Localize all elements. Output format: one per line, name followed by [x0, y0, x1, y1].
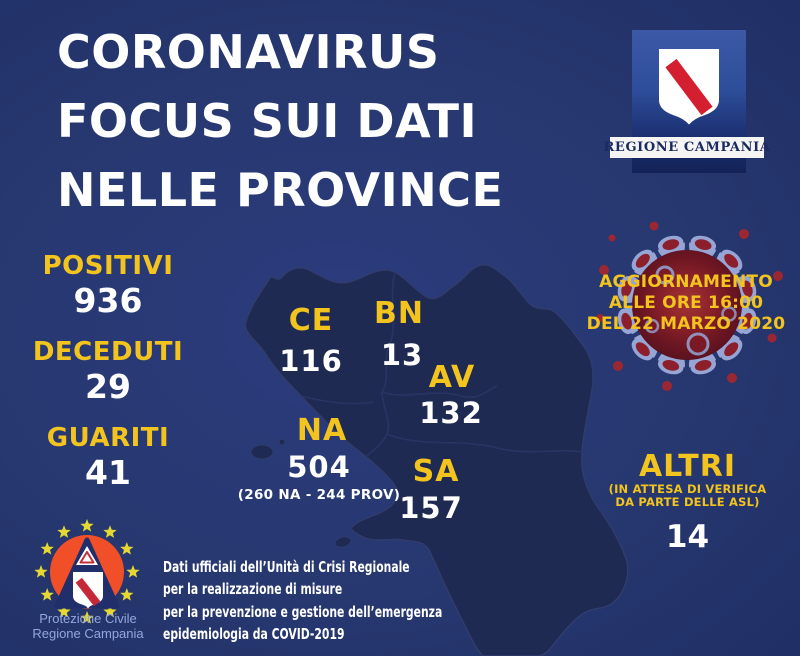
update-info: [572, 272, 800, 335]
stat-label-guariti: GUARITI: [46, 423, 170, 453]
altri-value: 14: [665, 519, 710, 555]
province-value-sa: 157: [399, 491, 463, 525]
province-code-bn: BN: [374, 296, 424, 331]
summary-stats: [18, 250, 198, 508]
province-detail-na: (260 NA - 244 PROV): [237, 487, 401, 503]
title-line-2: FOCUS SUI DATI: [57, 94, 478, 148]
province-value-av: 132: [419, 396, 483, 430]
province-code-av: AV: [428, 360, 476, 395]
title-line-3: NELLE PROVINCE: [57, 163, 504, 217]
regione-campania-banner-text: REGIONE CAMPANIA: [603, 140, 771, 155]
province-value-bn: 13: [380, 338, 424, 372]
altri-block: [590, 450, 785, 554]
province-code-na: NA: [296, 413, 348, 448]
update-line-3: DEL 22 MARZO 2020: [586, 314, 786, 334]
altri-label: ALTRI: [638, 449, 737, 484]
title-line-1: CORONAVIRUS: [57, 25, 440, 79]
province-code-ce: CE: [288, 303, 334, 338]
update-line-2: ALLE ORE 16:00: [608, 293, 764, 313]
altri-note-line-1: (IN ATTESA DI VERIFICA: [608, 482, 767, 496]
province-value-ce: 116: [279, 344, 343, 378]
pc-logo-caption: [25, 612, 151, 641]
stat-label-positivi: POSITIVI: [42, 251, 174, 281]
island-procida: [279, 439, 285, 445]
island-ischia: [251, 445, 273, 459]
footer-disclaimer: [163, 556, 465, 646]
update-line-1: AGGIORNAMENTO: [599, 272, 773, 292]
altri-note-line-2: DA PARTE DELLE ASL): [615, 494, 760, 509]
pc-caption-line-2: Regione Campania: [32, 625, 144, 641]
campania-shield-icon: [658, 48, 720, 126]
province-value-na: 504: [287, 450, 351, 484]
stat-value-deceduti: 29: [85, 367, 131, 406]
disclaimer-line-4: epidemiologia da COVID-2019: [163, 625, 345, 644]
regione-campania-banner: [603, 137, 771, 158]
disclaimer-line-2: per la realizzazione di misure: [163, 580, 343, 599]
disclaimer-line-3: per la prevenzione e gestione dell’emergenza: [163, 602, 443, 621]
stat-value-guariti: 41: [85, 453, 131, 492]
disclaimer-line-1: Dati ufficiali dell’Unità di Crisi Regionale: [163, 558, 410, 576]
stat-label-deceduti: DECEDUTI: [32, 337, 184, 367]
island-capri: [334, 535, 352, 549]
page-title: [57, 18, 503, 225]
pc-caption-line-1: Protezione Civile: [39, 611, 137, 626]
stat-value-positivi: 936: [73, 281, 143, 320]
province-code-sa: SA: [412, 454, 460, 489]
